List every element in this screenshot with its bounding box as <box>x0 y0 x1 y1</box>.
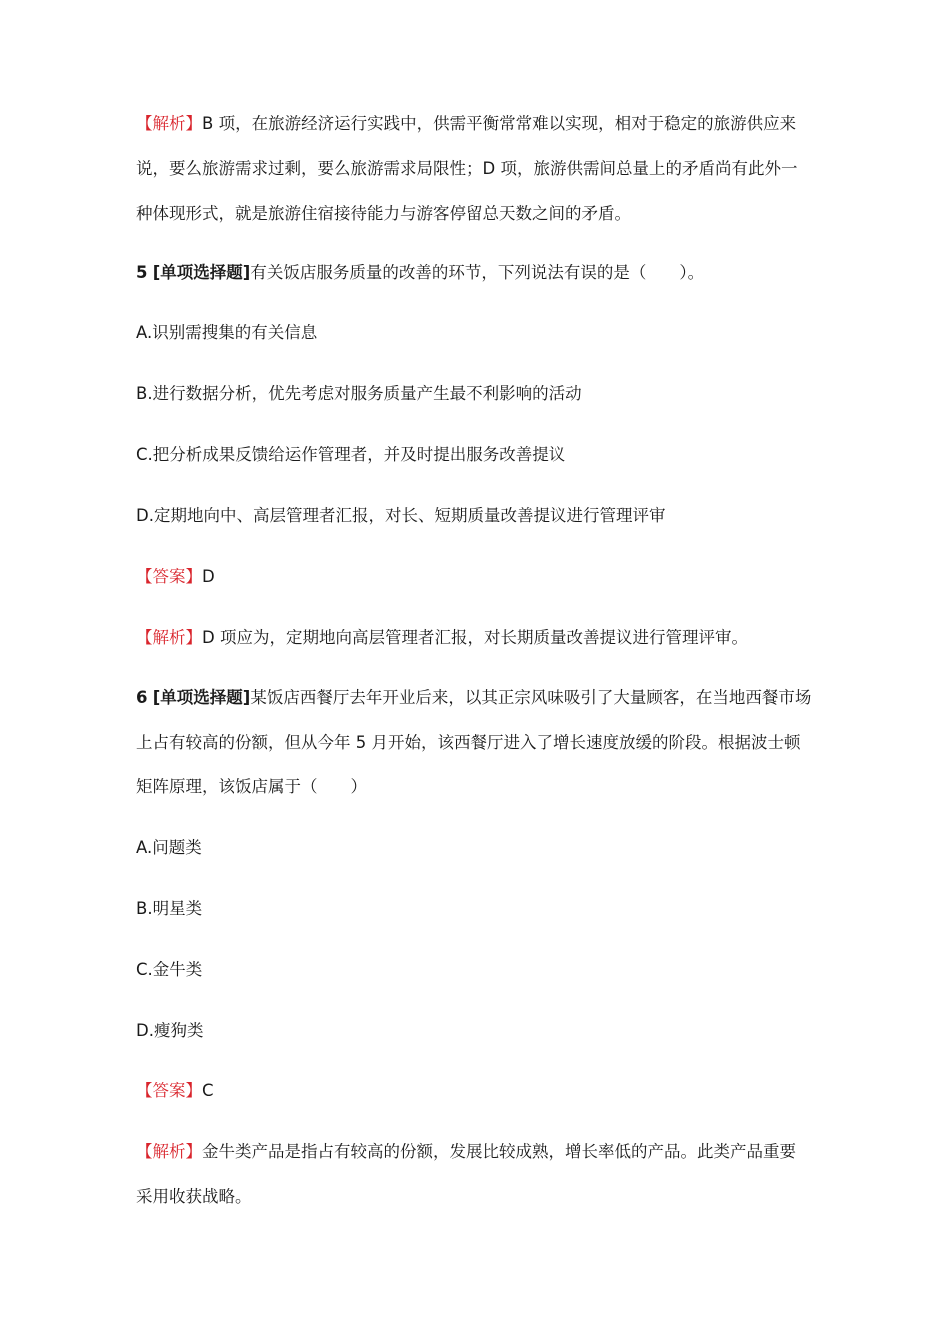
question-type: [单项选择题] <box>152 263 251 282</box>
q6-option-a: A.问题类 <box>136 838 202 857</box>
question-number: 6 <box>136 688 148 707</box>
q6-answer <box>136 1079 214 1103</box>
q6-analysis-line-1 <box>136 1140 796 1164</box>
question-text: 有关饭店服务质量的改善的环节，下列说法有误的是（ ）。 <box>250 263 705 282</box>
q6-stem-line-2: 上占有较高的份额，但从今年 5 月开始，该西餐厅进入了增长速度放缓的阶段。根据波士顿 <box>136 733 801 752</box>
q6-option-b: B.明星类 <box>136 899 203 918</box>
q5-option-b: B.进行数据分析，优先考虑对服务质量产生最不利影响的活动 <box>136 384 582 403</box>
q6-option-d: D.瘦狗类 <box>136 1021 204 1040</box>
answer-label: 【答案】 <box>136 567 202 586</box>
analysis-text: D 项应为，定期地向高层管理者汇报，对长期质量改善提议进行管理评审。 <box>202 628 748 647</box>
q5-option-c: C.把分析成果反馈给运作管理者，并及时提出服务改善提议 <box>136 445 566 464</box>
q4-analysis-line-1 <box>136 112 796 136</box>
q5-answer <box>136 565 215 589</box>
question-number: 5 <box>136 263 148 282</box>
answer-label: 【答案】 <box>136 1081 202 1100</box>
q5-analysis <box>136 626 748 650</box>
q4-analysis-line-3: 种体现形式，就是旅游住宿接待能力与游客停留总天数之间的矛盾。 <box>136 204 631 223</box>
question-type: [单项选择题] <box>152 688 251 707</box>
q6-option-c: C.金牛类 <box>136 960 203 979</box>
q5-option-a: A.识别需搜集的有关信息 <box>136 323 318 342</box>
analysis-label: 【解析】 <box>136 114 202 133</box>
q5-option-d: D.定期地向中、高层管理者汇报，对长、短期质量改善提议进行管理评审 <box>136 506 666 525</box>
q6-stem-line-1 <box>136 686 811 710</box>
analysis-text: B 项，在旅游经济运行实践中，供需平衡常常难以实现，相对于稳定的旅游供应来 <box>202 114 797 133</box>
analysis-text: 金牛类产品是指占有较高的份额，发展比较成熟，增长率低的产品。此类产品重要 <box>202 1142 796 1161</box>
answer-value: C <box>202 1081 214 1100</box>
analysis-label: 【解析】 <box>136 628 202 647</box>
q6-stem-line-3: 矩阵原理，该饭店属于（ ） <box>136 777 367 796</box>
q6-analysis-line-2: 采用收获战略。 <box>136 1187 252 1206</box>
q5-stem <box>136 261 704 285</box>
question-text: 某饭店西餐厅去年开业后来，以其正宗风味吸引了大量顾客，在当地西餐市场 <box>250 688 812 707</box>
q4-analysis-line-2: 说，要么旅游需求过剩，要么旅游需求局限性；D 项，旅游供需间总量上的矛盾尚有此外一 <box>136 159 798 178</box>
answer-value: D <box>202 567 215 586</box>
analysis-label: 【解析】 <box>136 1142 202 1161</box>
